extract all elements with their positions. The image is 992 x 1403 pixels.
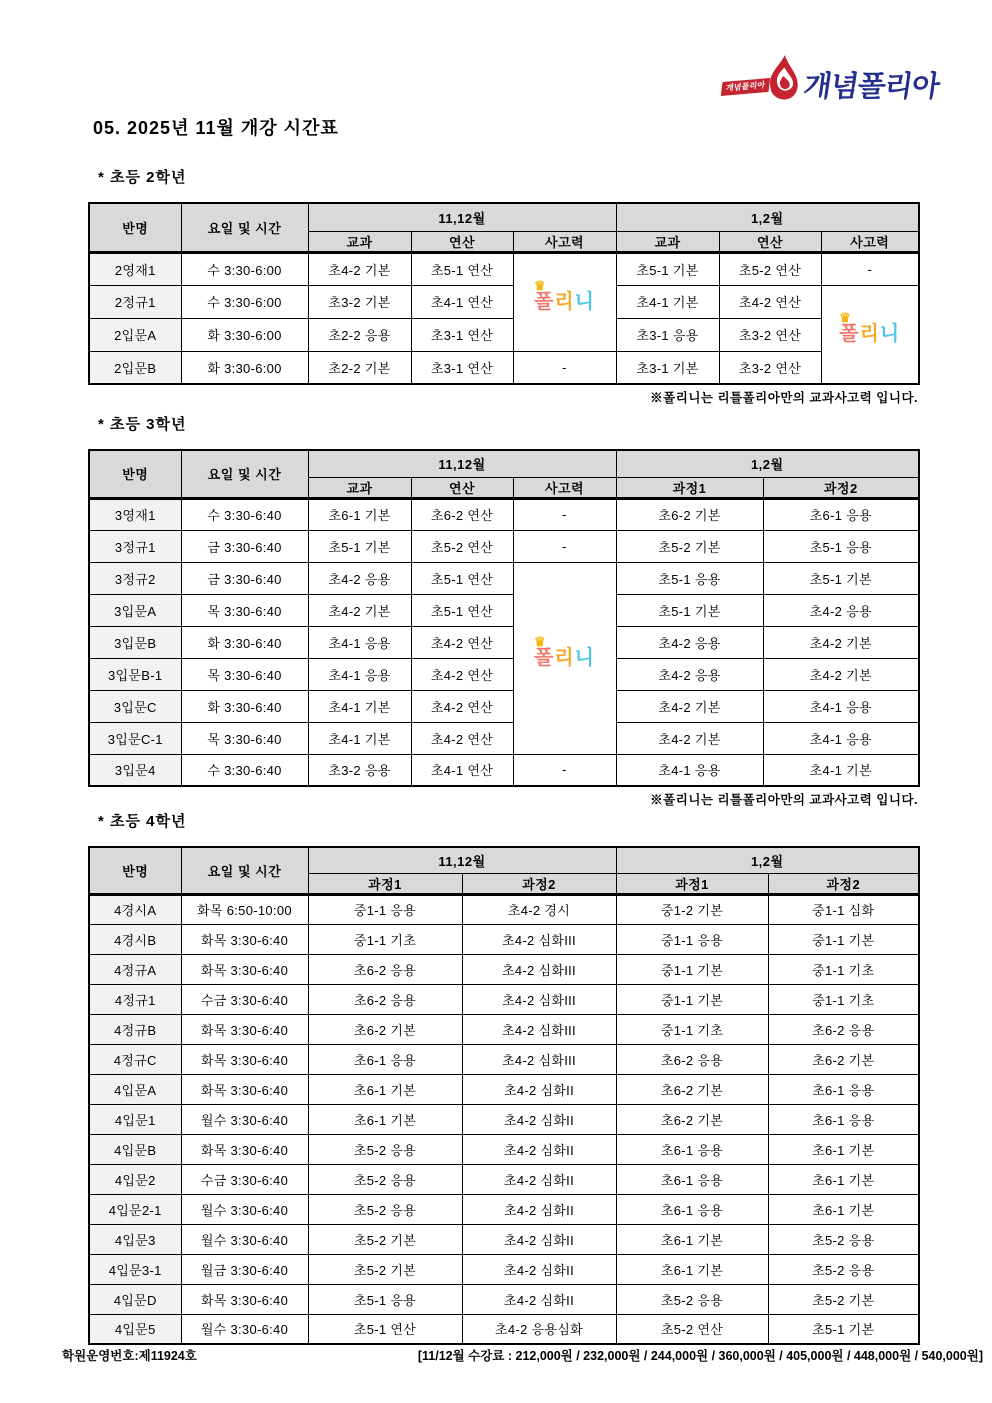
schedule-cell: 초5-1 연산	[411, 252, 513, 285]
schedule-cell: 중1-1 응용	[616, 924, 768, 954]
schedule-cell: 초6-1 응용	[768, 1104, 919, 1134]
table-row	[89, 1194, 919, 1224]
schedule-cell: 초3-2 연산	[719, 351, 821, 384]
schedule-cell: 초4-2 연산	[411, 690, 513, 722]
table-row	[89, 351, 919, 384]
class-name-cell: 3입문B	[89, 626, 181, 658]
flame-icon	[764, 54, 802, 100]
schedule-cell: 초6-2 기본	[616, 498, 763, 530]
grade-2-section	[88, 166, 918, 406]
schedule-cell: 초5-2 기본	[768, 1284, 919, 1314]
schedule-cell: 초4-2 기본	[616, 690, 763, 722]
schedule-cell: 초4-2 심화II	[462, 1134, 616, 1164]
table-row	[89, 954, 919, 984]
schedule-cell: 초5-1 기본	[768, 1314, 919, 1344]
schedule-cell: 초4-2 심화III	[462, 954, 616, 984]
crown-icon: ♛	[839, 310, 852, 326]
schedule-cell: 초6-1 기본	[768, 1134, 919, 1164]
table-row	[89, 1104, 919, 1134]
schedule-cell: 초4-2 기본	[308, 594, 411, 626]
class-name-cell: 4입문1	[89, 1104, 181, 1134]
column-header: 요일 및 시간	[181, 450, 308, 498]
schedule-cell: 화 3:30-6:40	[181, 690, 308, 722]
class-name-cell: 4입문2-1	[89, 1194, 181, 1224]
class-name-cell: 2정규1	[89, 285, 181, 318]
grade-3-section	[88, 413, 918, 808]
schedule-cell: 초6-2 기본	[308, 1014, 462, 1044]
page-footer	[62, 1346, 983, 1364]
table-row	[89, 1014, 919, 1044]
schedule-cell: 초5-2 연산	[616, 1314, 768, 1344]
schedule-cell: 초6-2 응용	[308, 984, 462, 1014]
table-row	[89, 1314, 919, 1344]
pollini-note-2: ※폴리니는 리틀폴리아만의 교과사고력 입니다.	[650, 793, 918, 807]
schedule-cell: 중1-1 기초	[768, 954, 919, 984]
schedule-cell: 초6-2 기본	[768, 1044, 919, 1074]
table-row	[89, 530, 919, 562]
schedule-cell: 중1-1 기초	[616, 1014, 768, 1044]
section-title-grade-2: * 초등 2학년	[98, 169, 187, 186]
schedule-cell: 목 3:30-6:40	[181, 594, 308, 626]
schedule-cell: 초4-1 연산	[411, 754, 513, 786]
schedule-cell: 수 3:30-6:40	[181, 754, 308, 786]
schedule-cell: 초6-1 응용	[616, 1194, 768, 1224]
table-row	[89, 252, 919, 285]
schedule-cell: 초6-2 응용	[768, 1014, 919, 1044]
schedule-cell: 중1-1 심화	[768, 894, 919, 924]
class-name-cell: 3정규1	[89, 530, 181, 562]
schedule-cell: 초6-2 응용	[616, 1044, 768, 1074]
schedule-cell: 화 3:30-6:40	[181, 626, 308, 658]
class-name-cell: 2입문B	[89, 351, 181, 384]
schedule-cell: 초4-2 심화II	[462, 1284, 616, 1314]
schedule-cell: 중1-2 기본	[616, 894, 768, 924]
schedule-cell: 초4-1 기본	[616, 285, 719, 318]
schedule-cell: 초6-1 응용	[308, 1044, 462, 1074]
brand-badge: 개념폴리아	[721, 78, 770, 96]
column-header: 11,12월	[308, 203, 616, 231]
table-row	[89, 1284, 919, 1314]
pollini-cell	[513, 252, 616, 351]
schedule-cell: 초5-1 기본	[308, 530, 411, 562]
pollini-note-1: ※폴리니는 리틀폴리아만의 교과사고력 입니다.	[650, 391, 918, 405]
schedule-cell: 초6-1 기본	[616, 1224, 768, 1254]
schedule-cell: 화목 6:50-10:00	[181, 894, 308, 924]
grade-4-section	[88, 810, 918, 1345]
table-row	[89, 1224, 919, 1254]
schedule-cell: 월수 3:30-6:40	[181, 1224, 308, 1254]
table-row	[89, 924, 919, 954]
column-subheader: 과정2	[763, 477, 919, 498]
table-row	[89, 562, 919, 594]
schedule-cell: 초4-2 기본	[763, 658, 919, 690]
footer-tuition-info: [11/12월 수강료 : 212,000원 / 232,000원 / 244,000원 / 360,000원 / 405,000원 / 448,000원 / 540,000원]	[417, 1349, 983, 1363]
column-subheader: 과정1	[308, 873, 462, 894]
schedule-cell: 초6-2 기본	[616, 1104, 768, 1134]
schedule-cell: 목 3:30-6:40	[181, 722, 308, 754]
schedule-cell: 초6-1 기본	[616, 1254, 768, 1284]
table-row	[89, 318, 919, 351]
schedule-cell: 초5-2 기본	[616, 530, 763, 562]
column-header: 1,2월	[616, 203, 919, 231]
class-name-cell: 4입문5	[89, 1314, 181, 1344]
schedule-cell: 초5-1 기본	[616, 594, 763, 626]
schedule-cell: 초3-2 기본	[308, 285, 411, 318]
column-header: 반명	[89, 847, 181, 894]
class-name-cell: 3입문C	[89, 690, 181, 722]
table-row	[89, 690, 919, 722]
column-header: 11,12월	[308, 847, 616, 873]
schedule-cell: 금 3:30-6:40	[181, 530, 308, 562]
schedule-cell: 초3-2 응용	[308, 754, 411, 786]
pollini-cell	[513, 562, 616, 754]
schedule-cell: 초3-1 연산	[411, 318, 513, 351]
schedule-cell: 목 3:30-6:40	[181, 658, 308, 690]
schedule-cell: 수금 3:30-6:40	[181, 984, 308, 1014]
schedule-cell: 초6-1 기본	[308, 1104, 462, 1134]
schedule-cell: 초4-1 응용	[763, 690, 919, 722]
table-row	[89, 1074, 919, 1104]
schedule-cell: 초5-2 기본	[308, 1254, 462, 1284]
table-row	[89, 594, 919, 626]
column-subheader: 연산	[411, 231, 513, 252]
schedule-cell: 초4-2 응용	[616, 658, 763, 690]
schedule-cell: 초6-1 응용	[616, 1164, 768, 1194]
section-title-grade-3: * 초등 3학년	[98, 416, 187, 433]
class-name-cell: 3입문A	[89, 594, 181, 626]
schedule-cell: 중1-1 기본	[768, 924, 919, 954]
schedule-cell: 초3-1 기본	[616, 351, 719, 384]
column-subheader: 교과	[308, 477, 411, 498]
column-header: 1,2월	[616, 450, 919, 477]
column-subheader: 과정2	[768, 873, 919, 894]
table-row	[89, 754, 919, 786]
column-header: 요일 및 시간	[181, 847, 308, 894]
schedule-cell: 중1-1 기초	[768, 984, 919, 1014]
schedule-cell: 초3-1 응용	[616, 318, 719, 351]
grade-3-table-slot	[88, 449, 918, 787]
schedule-cell: 금 3:30-6:40	[181, 562, 308, 594]
column-subheader: 교과	[616, 231, 719, 252]
schedule-cell: 초5-2 응용	[616, 1284, 768, 1314]
class-name-cell: 4입문3	[89, 1224, 181, 1254]
schedule-cell: 초5-2 응용	[768, 1224, 919, 1254]
schedule-cell: 초5-2 응용	[768, 1254, 919, 1284]
schedule-cell: 초5-2 응용	[308, 1164, 462, 1194]
class-name-cell: 2영재1	[89, 252, 181, 285]
column-header: 11,12월	[308, 450, 616, 477]
schedule-cell: -	[513, 498, 616, 530]
schedule-cell: 수 3:30-6:40	[181, 498, 308, 530]
page-title: 05. 2025년 11월 개강 시간표	[93, 118, 339, 138]
schedule-cell: 초6-1 기본	[768, 1194, 919, 1224]
class-name-cell: 4입문A	[89, 1074, 181, 1104]
pollini-cell	[821, 285, 919, 384]
schedule-cell: 월수 3:30-6:40	[181, 1194, 308, 1224]
schedule-cell: 화 3:30-6:00	[181, 318, 308, 351]
crown-icon: ♛	[534, 634, 547, 649]
schedule-cell: 중1-1 기본	[616, 954, 768, 984]
pollini-logo: ♛ 폴리니	[534, 278, 595, 313]
schedule-cell: 초4-2 심화II	[462, 1074, 616, 1104]
schedule-cell: 초5-1 연산	[308, 1314, 462, 1344]
table-row	[89, 1044, 919, 1074]
class-name-cell: 3입문B-1	[89, 658, 181, 690]
schedule-cell: 초4-2 심화III	[462, 1044, 616, 1074]
class-name-cell: 3영재1	[89, 498, 181, 530]
class-name-cell: 4입문3-1	[89, 1254, 181, 1284]
schedule-cell: 화목 3:30-6:40	[181, 954, 308, 984]
column-header: 반명	[89, 450, 181, 498]
schedule-cell: 초4-2 심화II	[462, 1164, 616, 1194]
schedule-cell: -	[513, 754, 616, 786]
column-subheader: 사고력	[821, 231, 919, 252]
column-header: 반명	[89, 203, 181, 252]
class-name-cell: 3입문4	[89, 754, 181, 786]
schedule-cell: 초6-1 응용	[616, 1134, 768, 1164]
schedule-cell: 중1-1 기초	[308, 924, 462, 954]
timetable-grade-3	[88, 449, 920, 787]
column-subheader: 연산	[719, 231, 821, 252]
schedule-cell: 초4-2 응용	[308, 562, 411, 594]
grade-4-table-slot	[88, 846, 918, 1345]
class-name-cell: 4정규1	[89, 984, 181, 1014]
section-title-grade-4: * 초등 4학년	[98, 813, 187, 830]
pollini-logo: ♛ 폴리니	[839, 310, 901, 346]
schedule-cell: 초4-2 심화III	[462, 1014, 616, 1044]
column-subheader: 과정2	[462, 873, 616, 894]
schedule-cell: 초6-1 기본	[768, 1164, 919, 1194]
schedule-cell: 화목 3:30-6:40	[181, 1284, 308, 1314]
schedule-cell: 초4-2 심화II	[462, 1194, 616, 1224]
schedule-cell: 초4-1 응용	[616, 754, 763, 786]
schedule-cell: 초5-1 연산	[411, 594, 513, 626]
table-row	[89, 285, 919, 318]
footer-registration-number: 학원운영번호:제11924호	[62, 1349, 197, 1363]
schedule-cell: 초4-2 연산	[411, 722, 513, 754]
schedule-cell: 초4-1 응용	[308, 658, 411, 690]
schedule-cell: 초4-2 심화II	[462, 1224, 616, 1254]
schedule-cell: 초5-2 응용	[308, 1134, 462, 1164]
class-name-cell: 3정규2	[89, 562, 181, 594]
class-name-cell: 4정규A	[89, 954, 181, 984]
schedule-cell: 초4-2 심화III	[462, 984, 616, 1014]
schedule-cell: 월수 3:30-6:40	[181, 1104, 308, 1134]
column-subheader: 과정1	[616, 873, 768, 894]
schedule-cell: 초5-2 연산	[411, 530, 513, 562]
schedule-cell: 수 3:30-6:00	[181, 252, 308, 285]
table-row	[89, 722, 919, 754]
schedule-cell: 초4-1 기본	[308, 690, 411, 722]
schedule-cell: 초4-1 응용	[763, 722, 919, 754]
column-header: 1,2월	[616, 847, 919, 873]
table-row	[89, 658, 919, 690]
schedule-cell: 초4-2 심화III	[462, 924, 616, 954]
column-subheader: 연산	[411, 477, 513, 498]
schedule-cell: 초6-2 응용	[308, 954, 462, 984]
schedule-cell: 초2-2 기본	[308, 351, 411, 384]
table-row	[89, 498, 919, 530]
schedule-cell: 초5-1 기본	[763, 562, 919, 594]
schedule-cell: 월금 3:30-6:40	[181, 1254, 308, 1284]
table-row	[89, 984, 919, 1014]
schedule-cell: 초2-2 응용	[308, 318, 411, 351]
pollini-logo: ♛ 폴리니	[534, 634, 595, 669]
class-name-cell: 4경시B	[89, 924, 181, 954]
schedule-cell: 중1-1 기본	[616, 984, 768, 1014]
timetable-grade-4	[88, 846, 920, 1345]
schedule-cell: 화목 3:30-6:40	[181, 1044, 308, 1074]
schedule-cell: -	[513, 530, 616, 562]
schedule-cell: 초6-2 연산	[411, 498, 513, 530]
schedule-cell: 초4-1 연산	[411, 285, 513, 318]
table-row	[89, 894, 919, 924]
schedule-cell: 화목 3:30-6:40	[181, 1074, 308, 1104]
schedule-cell: 초4-2 연산	[719, 285, 821, 318]
schedule-cell: 중1-1 응용	[308, 894, 462, 924]
schedule-cell: 초5-1 연산	[411, 562, 513, 594]
schedule-cell: 초5-1 응용	[763, 530, 919, 562]
schedule-cell: 초5-2 응용	[308, 1194, 462, 1224]
crown-icon: ♛	[534, 278, 547, 293]
schedule-cell: -	[821, 252, 919, 285]
class-name-cell: 4정규B	[89, 1014, 181, 1044]
column-subheader: 교과	[308, 231, 411, 252]
table-row	[89, 1164, 919, 1194]
class-name-cell: 4정규C	[89, 1044, 181, 1074]
schedule-cell: 초5-1 응용	[616, 562, 763, 594]
schedule-cell: 초6-1 기본	[308, 498, 411, 530]
class-name-cell: 3입문C-1	[89, 722, 181, 754]
schedule-cell: 초4-2 기본	[616, 722, 763, 754]
table-row	[89, 1134, 919, 1164]
schedule-cell: 초4-1 기본	[308, 722, 411, 754]
schedule-cell: 초4-1 기본	[763, 754, 919, 786]
schedule-cell: 초6-1 응용	[768, 1074, 919, 1104]
table-row	[89, 1254, 919, 1284]
schedule-cell: 화목 3:30-6:40	[181, 1014, 308, 1044]
schedule-cell: 초4-2 연산	[411, 626, 513, 658]
schedule-cell: 초3-2 연산	[719, 318, 821, 351]
schedule-cell: 초5-2 연산	[719, 252, 821, 285]
schedule-cell: 수 3:30-6:00	[181, 285, 308, 318]
column-subheader: 과정1	[616, 477, 763, 498]
schedule-cell: 초6-1 응용	[763, 498, 919, 530]
schedule-cell: 초4-2 응용	[763, 594, 919, 626]
schedule-cell: 화목 3:30-6:40	[181, 924, 308, 954]
schedule-cell: 초5-1 기본	[616, 252, 719, 285]
timetable-grade-2	[88, 202, 920, 385]
schedule-cell: 초6-1 기본	[308, 1074, 462, 1104]
brand-logo	[722, 54, 941, 110]
schedule-cell: 초5-2 기본	[308, 1224, 462, 1254]
schedule-cell: -	[513, 351, 616, 384]
schedule-cell: 월수 3:30-6:40	[181, 1314, 308, 1344]
brand-name: 개념폴리아	[801, 71, 941, 103]
column-subheader: 사고력	[513, 231, 616, 252]
schedule-cell: 초4-2 연산	[411, 658, 513, 690]
schedule-cell: 초4-2 경시	[462, 894, 616, 924]
schedule-cell: 초4-2 심화II	[462, 1254, 616, 1284]
class-name-cell: 4입문B	[89, 1134, 181, 1164]
class-name-cell: 4입문2	[89, 1164, 181, 1194]
grade-2-table-slot	[88, 202, 918, 385]
schedule-cell: 초3-1 연산	[411, 351, 513, 384]
class-name-cell: 4입문D	[89, 1284, 181, 1314]
schedule-cell: 초4-2 응용심화	[462, 1314, 616, 1344]
schedule-cell: 화목 3:30-6:40	[181, 1134, 308, 1164]
schedule-cell: 초4-2 심화II	[462, 1104, 616, 1134]
table-row	[89, 626, 919, 658]
schedule-cell: 초6-2 기본	[616, 1074, 768, 1104]
schedule-cell: 초4-2 기본	[308, 252, 411, 285]
schedule-cell: 초4-2 기본	[763, 626, 919, 658]
class-name-cell: 2입문A	[89, 318, 181, 351]
column-subheader: 사고력	[513, 477, 616, 498]
schedule-cell: 초5-1 응용	[308, 1284, 462, 1314]
schedule-cell: 초4-2 응용	[616, 626, 763, 658]
schedule-cell: 초4-1 응용	[308, 626, 411, 658]
class-name-cell: 4경시A	[89, 894, 181, 924]
column-header: 요일 및 시간	[181, 203, 308, 252]
schedule-cell: 화 3:30-6:00	[181, 351, 308, 384]
schedule-cell: 수금 3:30-6:40	[181, 1164, 308, 1194]
